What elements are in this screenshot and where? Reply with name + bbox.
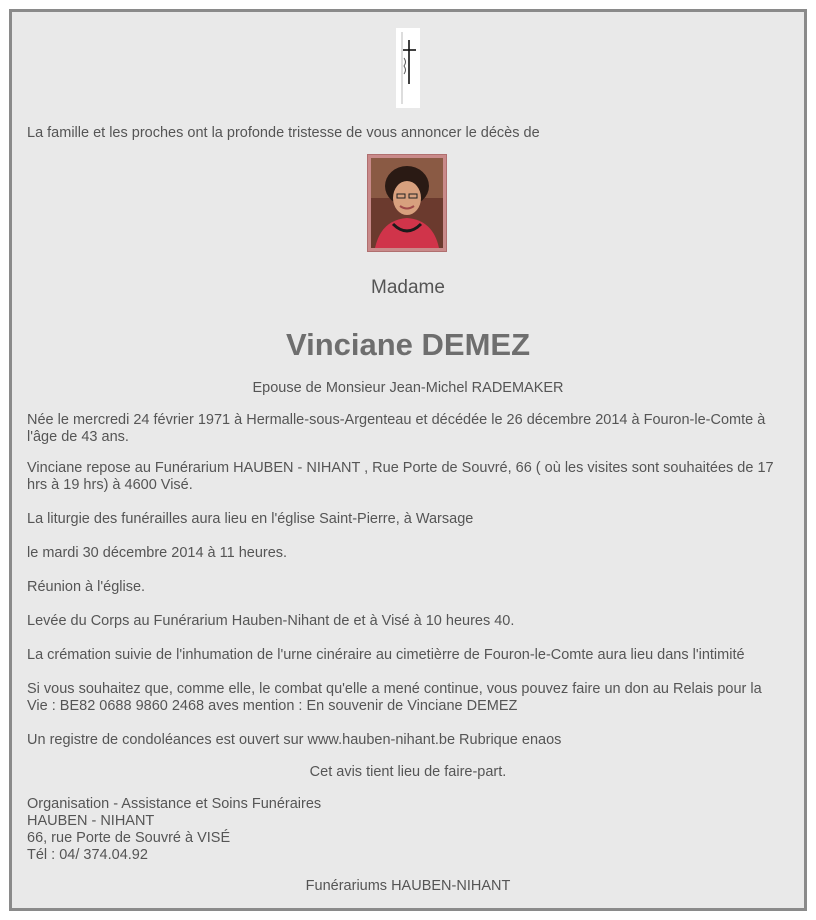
- paragraph-meeting: Réunion à l'église.: [27, 579, 146, 595]
- cross-icon: [396, 28, 420, 108]
- deceased-name: Vinciane DEMEZ: [285, 327, 531, 362]
- obituary-card: [9, 9, 807, 911]
- paragraph-date: le mardi 30 décembre 2014 à 11 heures.: [27, 545, 288, 561]
- paragraph-birth-death: Née le mercredi 24 février 1971 à Hermalle-sous-Argenteau et décédée le 26 décembre 2014 à Fouron-le-Comte à l'âge de 43 ans.: [27, 412, 766, 445]
- intro-text: La famille et les proches ont la profonde tristesse de vous annoncer le décès de: [27, 125, 540, 141]
- portrait-photo: [367, 154, 447, 252]
- organisation-name: HAUBEN - NIHANT: [27, 813, 155, 829]
- paragraph-liturgy: La liturgie des funérailles aura lieu en l'église Saint-Pierre, à Warsage: [27, 511, 474, 527]
- spouse-text: Epouse de Monsieur Jean-Michel RADEMAKER: [252, 380, 564, 396]
- footer-text: Funérariums HAUBEN-NIHANT: [305, 878, 511, 894]
- paragraph-cremation: La crémation suivie de l'inhumation de l'urne cinéraire au cimetièrre de Fouron-le-Comte aura lieu dans l'intimité: [27, 647, 745, 663]
- paragraph-funerarium: Vinciane repose au Funérarium HAUBEN - NIHANT , Rue Porte de Souvré, 66 ( où les visites sont souhaitées de 17 hrs à 19 hrs) à 4600 Visé.: [27, 460, 774, 493]
- organisation-phone: Tél : 04/ 374.04.92: [27, 847, 148, 863]
- organisation-address: 66, rue Porte de Souvré à VISÉ: [27, 830, 231, 846]
- title-prefix: Madame: [371, 277, 445, 298]
- paragraph-donation: Si vous souhaitez que, comme elle, le combat qu'elle a mené continue, vous pouvez faire un don au Relais pour la Vie : BE82 0688 9860 2468 aves mention : En souvenir de Vinciane DEMEZ: [27, 681, 762, 714]
- faire-part-text: Cet avis tient lieu de faire-part.: [309, 764, 507, 780]
- organisation-block: [27, 796, 777, 864]
- paragraph-condolences: Un registre de condoléances est ouvert sur www.hauben-nihant.be Rubrique enaos: [27, 732, 562, 748]
- paragraph-levee: Levée du Corps au Funérarium Hauben-Nihant de et à Visé à 10 heures 40.: [27, 613, 515, 629]
- organisation-line: Organisation - Assistance et Soins Funéraires: [27, 796, 322, 812]
